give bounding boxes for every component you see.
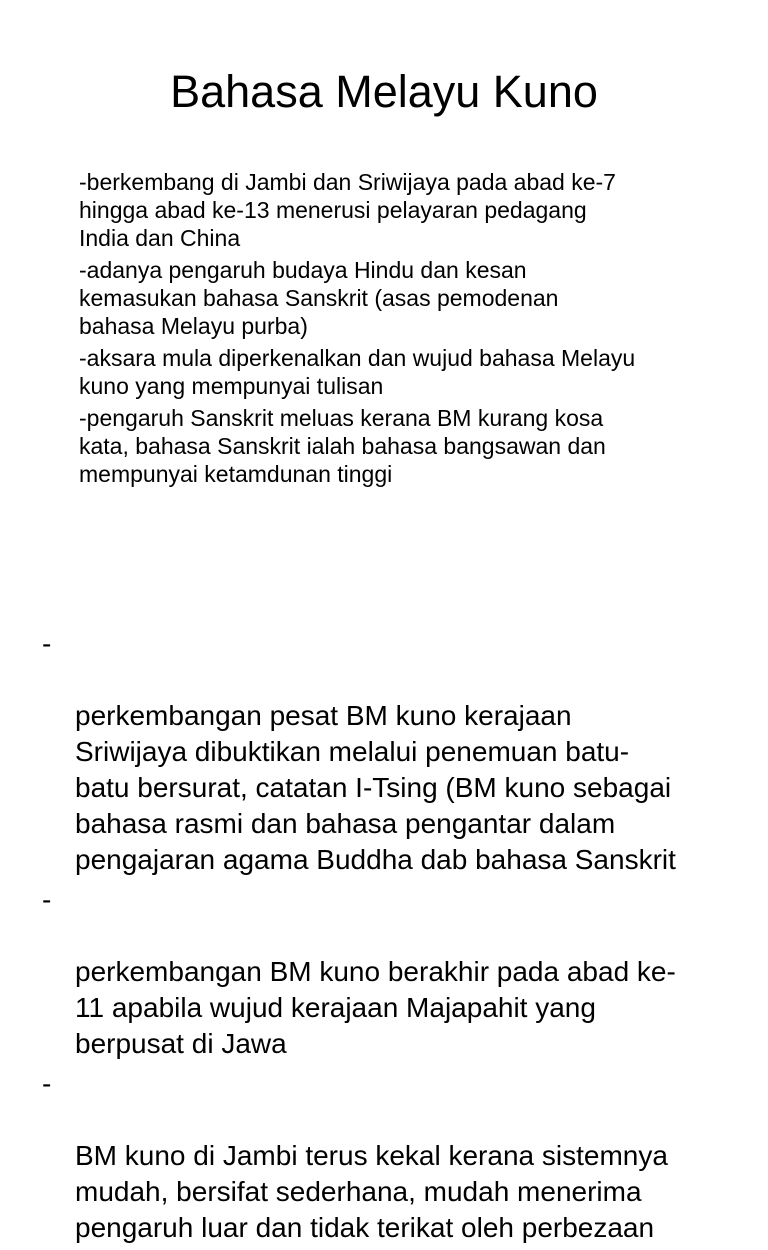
bullet-item: [0, 626, 768, 878]
bullet-list: [0, 626, 768, 1250]
note-item: -pengaruh Sanskrit meluas kerana BM kurang kosa kata, bahasa Sanskrit ialah bahasa bangsawan dan mempunyai ketamdunan tinggi: [79, 405, 606, 487]
intro-notes-list: [79, 168, 719, 492]
bullet-marker: -: [42, 884, 52, 915]
note-item: -aksara mula diperkenalkan dan wujud bahasa Melayu kuno yang mempunyai tulisan: [79, 345, 636, 399]
bullet-marker: -: [42, 628, 52, 659]
bullet-text: BM kuno di Jambi terus kekal kerana sistemnya mudah, bersifat sederhana, mudah menerima pengaruh luar dan tidak terikat oleh perbezaan: [75, 1140, 668, 1243]
bullet-item: [0, 1066, 768, 1246]
bullet-marker: -: [42, 1068, 52, 1099]
bullet-item: [0, 882, 768, 1062]
bullet-text: perkembangan BM kuno berakhir pada abad ke- 11 apabila wujud kerajaan Majapahit yang berpusat di Jawa: [75, 956, 676, 1059]
note-item: -adanya pengaruh budaya Hindu dan kesan kemasukan bahasa Sanskrit (asas pemodenan bahasa Melayu purba): [79, 257, 559, 339]
page-title: Bahasa Melayu Kuno: [170, 66, 598, 117]
bullet-text: perkembangan pesat BM kuno kerajaan Sriwijaya dibuktikan melalui penemuan batu- batu bersurat, catatan I-Tsing (BM kuno sebagai bahasa rasmi dan bahasa pengantar dalam pengajaran agama Buddha dab bahasa Sanskrit: [75, 700, 676, 875]
note-item: -berkembang di Jambi dan Sriwijaya pada abad ke-7 hingga abad ke-13 menerusi pelayaran pedagang India dan China: [79, 169, 616, 251]
